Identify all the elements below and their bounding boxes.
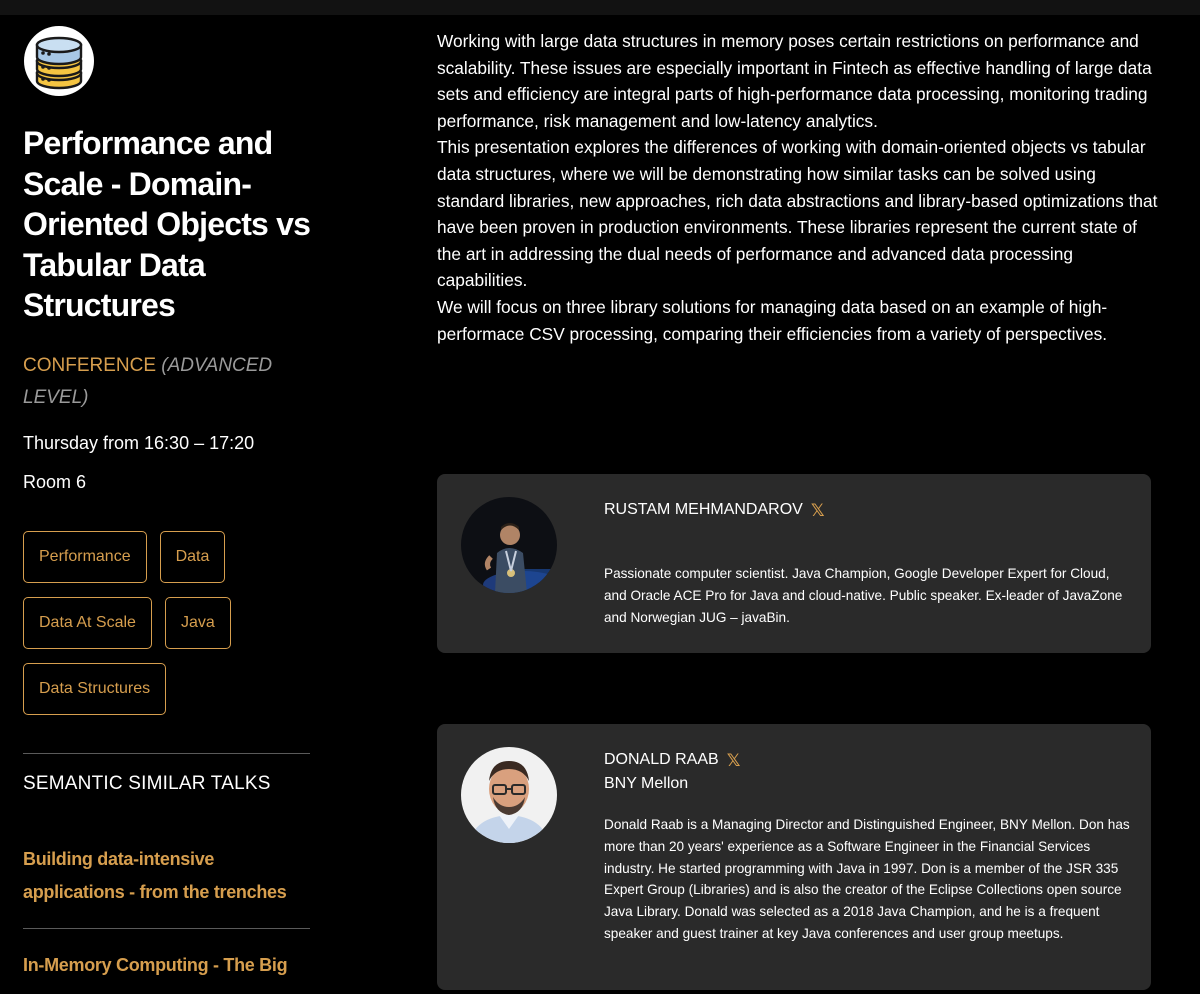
- similar-talk-link[interactable]: Building data-intensive applications - from the trenches: [23, 848, 287, 902]
- speaker-company: BNY Mellon: [604, 775, 689, 792]
- speaker-avatar: [461, 747, 557, 843]
- talk-room: Room 6: [23, 471, 87, 492]
- speaker-name-row: [604, 751, 740, 769]
- talk-description: [437, 28, 1162, 347]
- speaker-name: DONALD RAAB: [604, 751, 719, 768]
- speaker-bio: Donald Raab is a Managing Director and Distinguished Engineer, BNY Mellon. Don has more than 20 years' experience as a Software Engineer in the Financial Services industry. He started programming with Java in 1997. Don is a member of the JSR 335 Expert Group (Libraries) and is also the creator of the Eclipse Collections open source Java Library. Donald was selected as a 2018 Java Champion, and he is a frequent speaker and guest trainer at key Java conferences and user group meetups.: [604, 817, 1130, 941]
- tag-java[interactable]: Java: [165, 597, 231, 649]
- tag-performance[interactable]: Performance: [23, 531, 147, 583]
- speaker-avatar: [461, 497, 557, 593]
- speaker-name: RUSTAM MEHMANDAROV: [604, 501, 803, 518]
- database-icon: [23, 25, 95, 97]
- x-icon[interactable]: 𝕏: [810, 500, 825, 520]
- tag-data[interactable]: Data: [160, 531, 226, 583]
- talk-title: Performance and Scale - Domain-Oriented Objects vs Tabular Data Structures: [23, 125, 311, 323]
- talk-level: (ADVANCED LEVEL): [23, 354, 273, 408]
- talk-time: Thursday from 16:30 – 17:20: [23, 432, 255, 453]
- tag-list: [23, 531, 283, 715]
- speaker-bio: Passionate computer scientist. Java Champion, Google Developer Expert for Cloud, and Oracle ACE Pro for Java and cloud-native. Public speaker. Ex-leader of JavaZone and Norwegian JUG – javaBin.: [604, 566, 1123, 625]
- description-paragraph: Working with large data structures in memory poses certain restrictions on performance and scalability. These issues are especially important in Fintech as effective handling of large data sets and efficiency are integral parts of high-performance data processing, monitoring trading performance, risk management and low-latency analytics.: [437, 31, 1152, 131]
- talk-type-label: CONFERENCE: [23, 354, 157, 376]
- divider: [23, 928, 310, 929]
- divider: [23, 753, 310, 754]
- description-paragraph: This presentation explores the differences of working with domain-oriented objects vs tabular data structures, where we will be demonstrating how similar tasks can be solved using standard libraries, new approaches, rich data abstractions and library-based optimizations that have been proven in production environments. These libraries represent the current state of the art in addressing the dual needs of performance and advanced data processing capabilities.: [437, 137, 1158, 291]
- speaker-name-row: [604, 501, 825, 519]
- tag-data-structures[interactable]: Data Structures: [23, 663, 166, 715]
- tag-data-at-scale[interactable]: Data At Scale: [23, 597, 152, 649]
- description-paragraph: We will focus on three library solutions for managing data based on an example of high-performace CSV processing, comparing their efficiencies from a variety of perspectives.: [437, 296, 1108, 344]
- talk-sidebar: [23, 25, 313, 982]
- talk-type: [23, 350, 313, 414]
- similar-talk-link[interactable]: In-Memory Computing - The Big: [23, 954, 288, 975]
- x-icon[interactable]: 𝕏: [726, 750, 741, 770]
- speaker-card: [437, 474, 1151, 653]
- speaker-card: [437, 724, 1151, 990]
- top-bar: [0, 0, 1200, 15]
- similar-talks-heading: SEMANTIC SIMILAR TALKS: [23, 772, 271, 794]
